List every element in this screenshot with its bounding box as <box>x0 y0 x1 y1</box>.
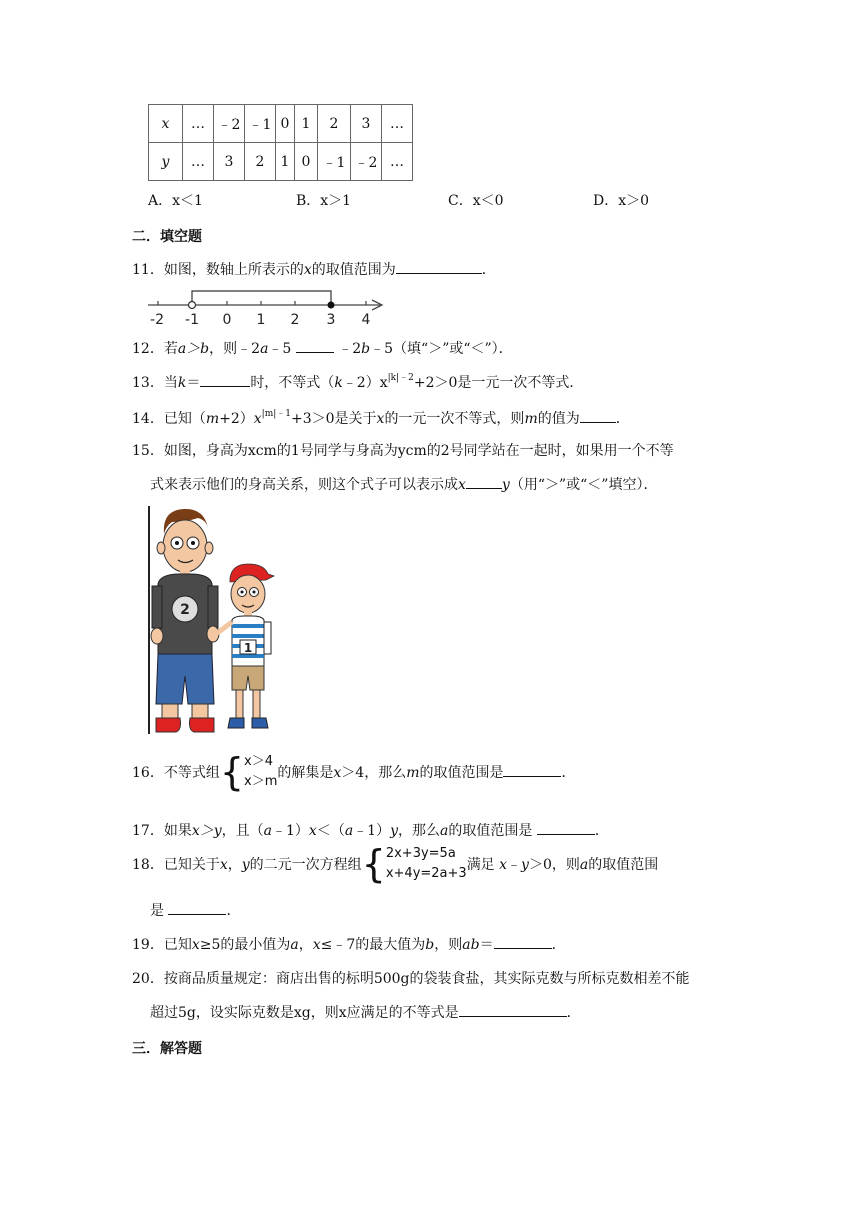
q18-var: x <box>219 857 228 873</box>
table-cell: 0 <box>276 105 295 143</box>
q12-var: a＞b <box>177 341 210 357</box>
equation-system <box>386 844 467 884</box>
q12-var: b <box>361 341 371 357</box>
answer-blank <box>168 900 226 915</box>
q17-var: x <box>308 823 317 839</box>
q19-text: ≤﹣7的最大值为 <box>320 937 426 953</box>
q14-var: m <box>524 411 538 427</box>
answer-blank <box>459 1002 567 1017</box>
q17-var: x＞y <box>191 823 222 839</box>
xy-table <box>148 104 413 181</box>
table-cell: 1 <box>276 143 295 181</box>
table-cell: 2 <box>318 105 351 143</box>
q17-text: ，那么 <box>398 823 441 839</box>
table-cell: … <box>183 105 214 143</box>
q17-text: 的取值范围是 <box>448 823 533 839</box>
open-point <box>189 302 196 309</box>
question-18 <box>132 844 658 896</box>
table-cell: ﹣2 <box>351 143 382 181</box>
q17-var: a <box>440 823 449 839</box>
q11-end: ． <box>481 262 496 278</box>
q13-var: x <box>379 375 388 391</box>
height-comparison-figure <box>146 506 276 736</box>
option-a: A．x＜1 <box>148 193 203 209</box>
system-line: 2x+3y=5a <box>385 846 456 861</box>
q19-var: ab <box>462 937 480 953</box>
q14-text: ． <box>615 411 630 427</box>
q14-text: 的值为 <box>537 411 580 427</box>
answer-blank <box>537 820 595 835</box>
tall-boy-illustration <box>151 509 219 732</box>
q17-text: ． <box>594 823 609 839</box>
table-cell: ﹣1 <box>245 105 276 143</box>
q18-text: 的取值范围 <box>588 857 659 873</box>
answer-blank <box>494 934 552 949</box>
question-20-line-1: 20．按商品质量规定：商店出售的标明500g的袋装食盐，其实际克数与所标克数相差不能 <box>132 971 690 987</box>
q13-text: 时，不等式（ <box>250 375 335 391</box>
option-b: B．x＞1 <box>296 193 352 209</box>
q20-text: 超过5g，设实际克数是xg，则x应满足的不等式是 <box>150 1005 459 1021</box>
table-row <box>149 105 413 143</box>
answer-blank <box>503 762 561 777</box>
q13-text: ﹣2） <box>342 375 380 391</box>
q17-text: ﹣1） <box>272 823 309 839</box>
q18-text: 18．已知关于 <box>132 857 220 873</box>
table-cell: 0 <box>295 143 318 181</box>
tick-label: -2 <box>150 312 164 328</box>
table-cell: … <box>382 105 413 143</box>
question-11 <box>132 259 496 279</box>
answer-blank <box>296 338 334 353</box>
system-line: x＞m <box>244 774 278 789</box>
q19-text: ，则 <box>434 937 463 953</box>
answer-blank <box>396 259 482 274</box>
q18-text: ， <box>227 857 242 873</box>
question-15-line-1: 15．如图，身高为xcm的1号同学与身高为ycm的2号同学站在一起时，如果用一个不等 <box>132 443 674 459</box>
q13-var: k <box>334 375 343 391</box>
q16-var: m <box>406 765 420 781</box>
q14-text: +3＞0是关于 <box>290 411 377 427</box>
q16-text: ． <box>561 765 576 781</box>
q14-var: x <box>376 411 385 427</box>
tick-label: 1 <box>256 312 266 328</box>
q12-text: ﹣5（填“＞”或“＜”）． <box>370 341 513 357</box>
left-brace: { <box>361 842 386 886</box>
q17-var: a <box>263 823 272 839</box>
q18-text: 是 <box>150 903 164 919</box>
answer-blank <box>466 474 502 489</box>
closed-point <box>328 302 335 309</box>
inequality-system <box>244 752 277 792</box>
question-16 <box>132 752 575 804</box>
table-cell: 3 <box>214 143 245 181</box>
table-cell: 3 <box>351 105 382 143</box>
question-17 <box>132 820 609 840</box>
tick-label: 0 <box>222 312 232 328</box>
q19-text: ． <box>551 937 566 953</box>
q12-text: ﹣2 <box>338 341 362 357</box>
q16-var: x <box>333 765 342 781</box>
q18-text: ． <box>226 903 241 919</box>
table-cell: y <box>161 153 170 170</box>
q19-var: b <box>425 937 435 953</box>
q18-var: y <box>241 857 250 873</box>
q19-text: ， <box>298 937 313 953</box>
q12-text: ，则﹣2 <box>209 341 261 357</box>
q11-text: 的取值范围为 <box>311 262 396 278</box>
shirt-number-2: 2 <box>180 602 190 618</box>
q17-text: 17．如果 <box>132 823 192 839</box>
q11-text: 11．如图，数轴上所表示的 <box>132 262 304 278</box>
table-cell: … <box>382 143 413 181</box>
left-brace: { <box>219 750 245 794</box>
question-18-line-2 <box>150 900 240 920</box>
q20-text: ． <box>566 1005 581 1021</box>
q13-exponent: |k|﹣2 <box>387 373 414 383</box>
q17-text: ＜（ <box>316 823 345 839</box>
system-line: x＞4 <box>244 754 273 769</box>
q13-var: k <box>177 375 187 391</box>
q18-text: 的二元一次方程组 <box>249 857 362 873</box>
q19-var: a <box>290 937 299 953</box>
q17-var: a <box>344 823 354 839</box>
question-14 <box>132 406 630 428</box>
answer-blank <box>580 408 616 423</box>
tick-label: -1 <box>185 312 199 328</box>
q17-var: y <box>390 823 399 839</box>
q18-text: ＞0，则 <box>528 857 580 873</box>
q18-text: ﹣ <box>507 857 522 873</box>
q17-text: ﹣1） <box>353 823 391 839</box>
answer-blank <box>200 372 250 387</box>
q18-var: y <box>521 857 529 873</box>
table-cell: x <box>161 115 170 132</box>
section-heading-fill-blank: 二．填空题 <box>132 229 202 245</box>
table-row <box>149 143 413 181</box>
system-line: x+4y=2a+3 <box>385 866 467 881</box>
q19-var: x <box>191 937 200 953</box>
q14-var: x <box>253 411 262 427</box>
q19-text: 19．已知 <box>132 937 192 953</box>
q17-text: ，且（ <box>221 823 264 839</box>
question-20-line-2 <box>150 1002 581 1022</box>
q14-var: m <box>205 411 220 427</box>
q16-text: ＞4，那么 <box>341 765 407 781</box>
q16-text: 的解集是 <box>277 765 334 781</box>
q15-var: x <box>458 477 466 493</box>
q15-text: （用“＞”或“＜”填空）． <box>509 477 658 493</box>
q18-text: 满足 <box>466 857 495 873</box>
option-c: C．x＜0 <box>448 193 504 209</box>
q13-text: 13．当 <box>132 375 178 391</box>
q14-text: 的一元一次不等式，则 <box>384 411 525 427</box>
table-cell: ﹣2 <box>214 105 245 143</box>
q15-var: y <box>501 477 510 493</box>
option-d: D．x＞0 <box>593 193 650 209</box>
question-15-line-2 <box>150 474 657 494</box>
q12-var: a <box>260 341 269 357</box>
table-cell: … <box>183 143 214 181</box>
table-cell: 1 <box>295 105 318 143</box>
table-cell: ﹣1 <box>318 143 351 181</box>
q12-text: ﹣5 <box>268 341 292 357</box>
q15-text: 式来表示他们的身高关系，则这个式子可以表示成 <box>150 477 458 493</box>
number-line <box>144 284 390 328</box>
tick-label: 4 <box>361 312 371 328</box>
question-19 <box>132 934 566 954</box>
q18-var: x <box>499 857 508 873</box>
q14-exponent: |m|﹣1 <box>261 409 291 419</box>
q18-var: a <box>579 857 589 873</box>
q16-text: 16．不等式组 <box>132 765 220 781</box>
q13-text: ＝ <box>186 375 201 391</box>
table-cell: 2 <box>245 143 276 181</box>
question-12 <box>132 338 513 358</box>
tick-label: 2 <box>290 312 300 328</box>
q13-text: +2＞0是一元一次不等式． <box>413 375 584 391</box>
short-boy-illustration <box>212 564 274 728</box>
q19-text: ＝ <box>479 937 494 953</box>
question-13 <box>132 370 583 392</box>
tick-label: 3 <box>326 312 336 328</box>
shirt-number-1: 1 <box>243 641 253 655</box>
section-heading-solve: 三．解答题 <box>132 1041 202 1057</box>
q12-text: 12．若 <box>132 341 178 357</box>
q16-text: 的取值范围是 <box>419 765 504 781</box>
q11-var: x <box>303 262 312 278</box>
q19-var: x <box>312 937 321 953</box>
q14-text: +2） <box>219 411 254 427</box>
q19-text: ≥5的最小值为 <box>199 937 291 953</box>
q14-text: 14．已知（ <box>132 411 206 427</box>
